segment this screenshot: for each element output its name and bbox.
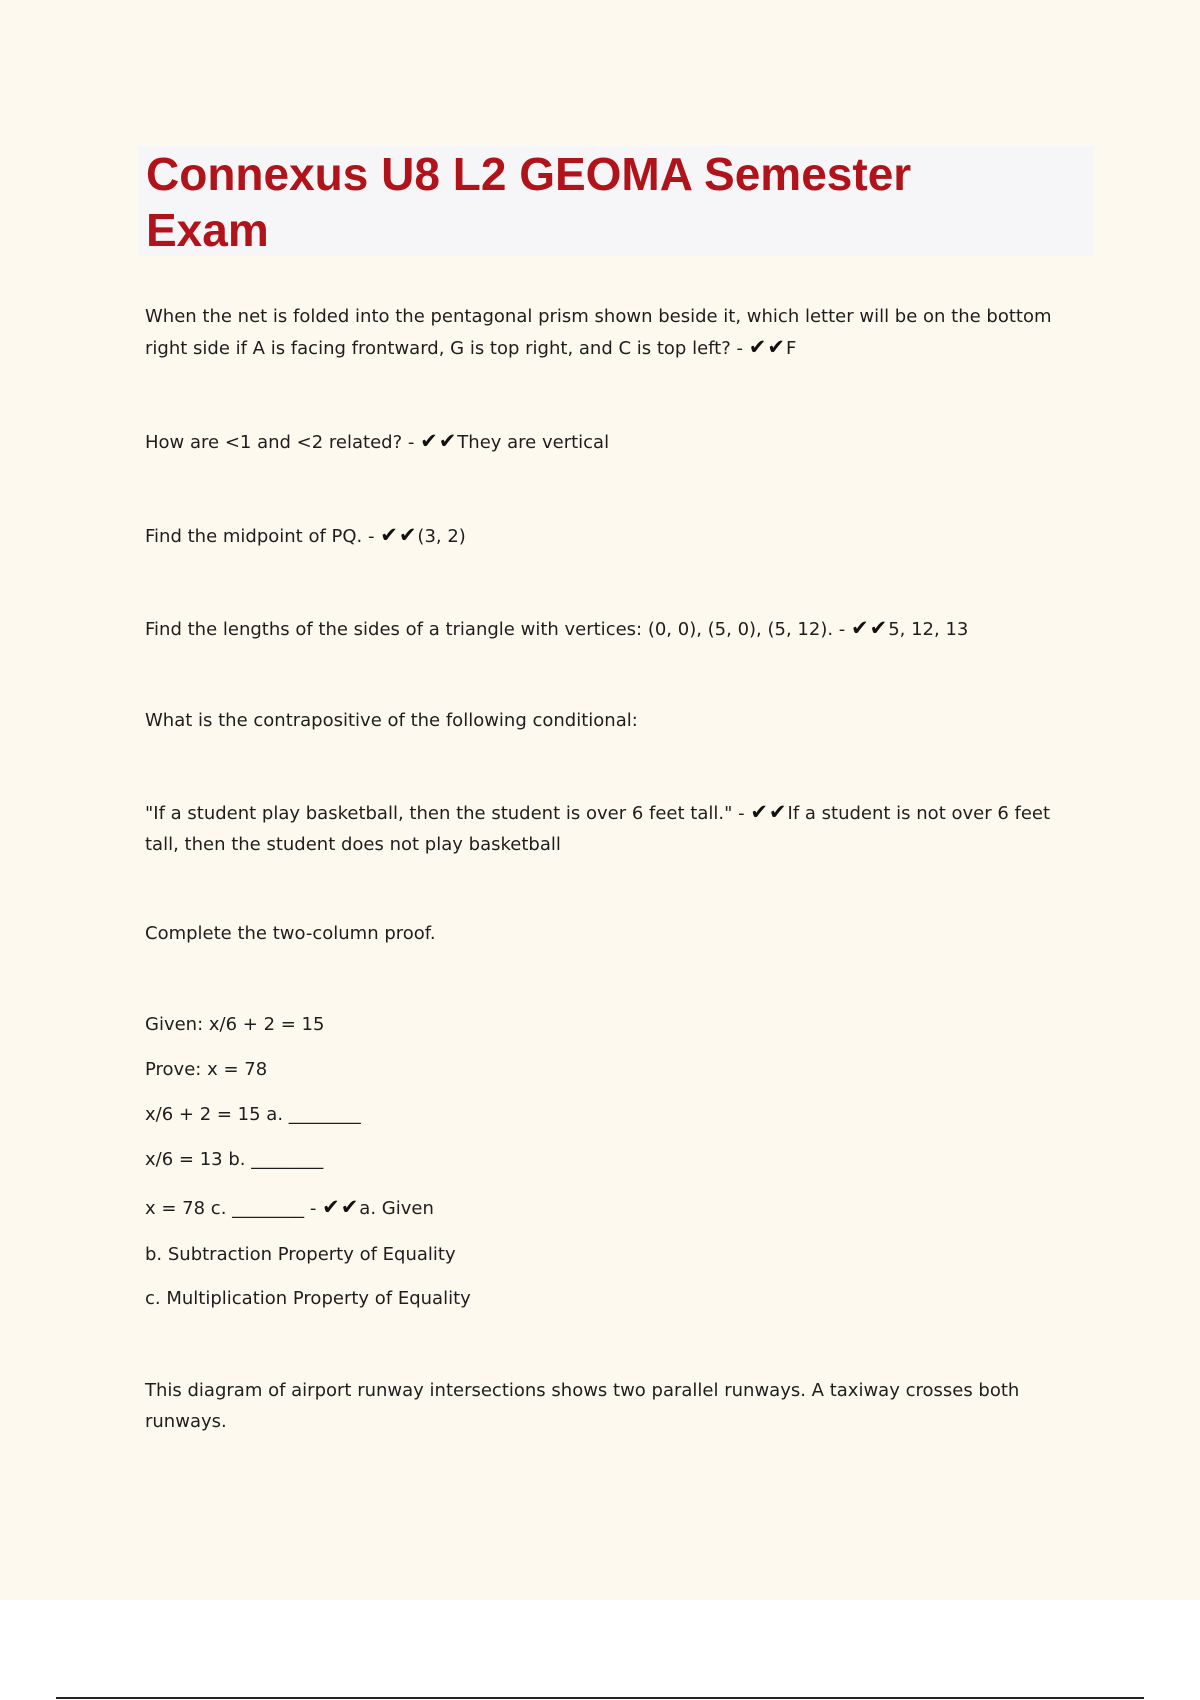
double-check-icon: ✔✔ — [851, 616, 889, 640]
answer-b: b. Subtraction Property of Equality — [145, 1244, 456, 1265]
question-text: This diagram of airport runway intersections shows two parallel runways. A taxiway crosses both runways. — [145, 1380, 1020, 1432]
question-text: Complete the two-column proof. — [145, 923, 436, 944]
proof-step-a: x/6 + 2 = 15 a. ________ — [145, 1104, 361, 1125]
footer-rule — [56, 1697, 1144, 1699]
question-text: What is the contrapositive of the following conditional: — [145, 710, 638, 731]
answer-text: They are vertical — [457, 432, 610, 453]
answer-text: If a student is not over 6 feet tall, then the student does not play basketball — [145, 803, 1051, 855]
question-text: Find the lengths of the sides of a triangle with vertices: (0, 0), (5, 0), (5, 12). - — [145, 619, 851, 640]
question-text: Find the midpoint of PQ. - — [145, 526, 381, 547]
question-3 — [145, 520, 466, 552]
double-check-icon: ✔✔ — [750, 800, 788, 824]
answer-text: 5, 12, 13 — [888, 619, 969, 640]
proof-given: Given: x/6 + 2 = 15 — [145, 1014, 325, 1035]
answer-a: a. Given — [359, 1198, 434, 1219]
double-check-icon: ✔✔ — [748, 335, 786, 359]
question-text: "If a student play basketball, then the student is over 6 feet tall." - — [145, 803, 751, 824]
double-check-icon: ✔✔ — [380, 523, 418, 547]
question-7 — [145, 918, 436, 949]
answer-text: (3, 2) — [417, 526, 466, 547]
proof-step-c — [145, 1192, 434, 1224]
page-title: Connexus U8 L2 GEOMA Semester Exam — [146, 148, 912, 256]
question-5 — [145, 705, 638, 736]
double-check-icon: ✔✔ — [322, 1195, 360, 1219]
answer-text: F — [785, 338, 797, 359]
answer-c: c. Multiplication Property of Equality — [145, 1288, 471, 1309]
question-4 — [145, 613, 968, 645]
question-1 — [145, 301, 1075, 364]
question-6 — [145, 797, 1075, 860]
proof-step-b: x/6 = 13 b. ________ — [145, 1149, 324, 1170]
double-check-icon: ✔✔ — [420, 429, 458, 453]
proof-step-c-text: x = 78 c. ________ - — [145, 1198, 323, 1219]
question-9 — [145, 1375, 1075, 1437]
question-text: When the net is folded into the pentagonal prism shown beside it, which letter will be on the bottom right side if A is facing frontward, G is top right, and C is top left? - — [145, 306, 1052, 359]
proof-prove: Prove: x = 78 — [145, 1059, 268, 1080]
question-text: How are <1 and <2 related? - — [145, 432, 421, 453]
question-2 — [145, 426, 609, 458]
